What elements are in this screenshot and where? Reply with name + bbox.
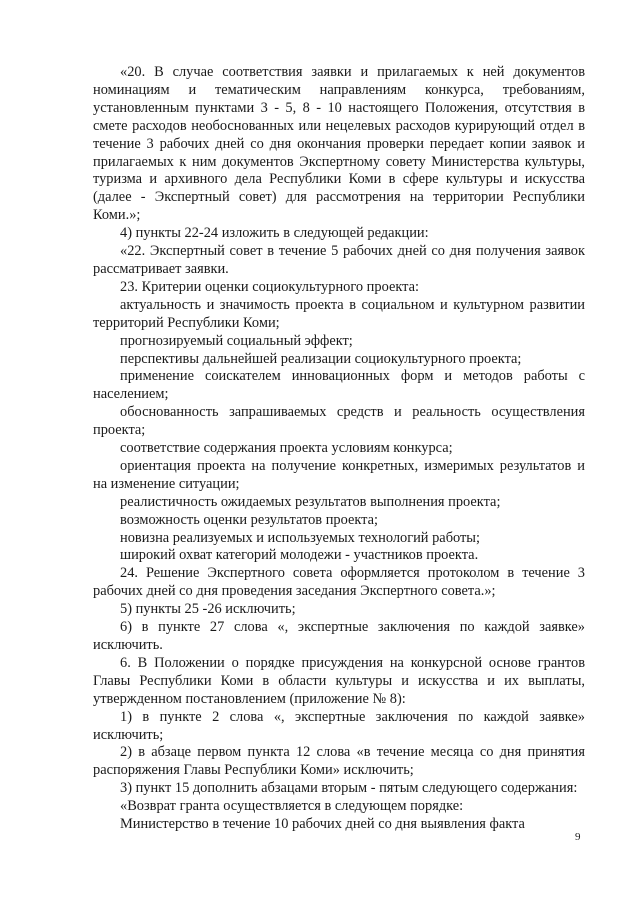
paragraph-10: соответствие содержания проекта условиям конкурса;	[120, 440, 453, 457]
paragraph-19: 6. В Положении о порядке присуждения на конкурсной основе грантов Главы Республики Коми в области культуры и искусства и их выплаты, утвержденном постановлением (приложение № 8):	[93, 654, 585, 707]
paragraph-8: применение соискателем инновационных форм и методов работы с населением;	[93, 368, 585, 403]
paragraph-6: прогнозируемый социальный эффект;	[120, 332, 353, 349]
document-page	[93, 64, 585, 834]
paragraph-22: 3) пункт 15 дополнить абзацами вторым - пятым следующего содержания:	[120, 780, 578, 797]
paragraph-4: 23. Критерии оценки социокультурного проекта:	[120, 278, 419, 295]
paragraph-17: 5) пункты 25 -26 исключить;	[120, 601, 296, 618]
paragraph-15: широкий охват категорий молодежи - участников проекта.	[120, 547, 479, 564]
paragraph-1: «20. В случае соответствия заявки и прилагаемых к ней документов номинациям и тематическим направлениям конкурса, требованиям, установленным пунктами 3 - 5, 8 - 10 настоящего Положения, отсутствия в смете расходов необоснованных или нецелевых расходов курирующий отдел в течение 3 рабочих дней со дня окончания проверки передает копии заявок и прилагаемых к ним документов Экспертному совету Министерства культуры, туризма и архивного дела Республики Коми в сфере культуры и искусства (далее - Экспертный совет) для рассмотрения на территории Республики Коми.»;	[93, 64, 585, 224]
paragraph-9: обоснованность запрашиваемых средств и реальность осуществления проекта;	[93, 404, 585, 439]
paragraph-2: 4) пункты 22-24 изложить в следующей редакции:	[120, 225, 429, 242]
paragraph-11: ориентация проекта на получение конкретных, измеримых результатов и на изменение ситуации;	[93, 457, 585, 492]
paragraph-16: 24. Решение Экспертного совета оформляется протоколом в течение 3 рабочих дней со дня проведения заседания Экспертного совета.»;	[93, 565, 585, 600]
paragraph-13: возможность оценки результатов проекта;	[120, 511, 378, 528]
paragraph-23: «Возврат гранта осуществляется в следующем порядке:	[120, 798, 464, 815]
paragraph-12: реалистичность ожидаемых результатов выполнения проекта;	[120, 493, 501, 510]
paragraph-20: 1) в пункте 2 слова «, экспертные заключения по каждой заявке» исключить;	[93, 708, 585, 743]
paragraph-7: перспективы дальнейшей реализации социокультурного проекта;	[120, 350, 522, 367]
paragraph-21: 2) в абзаце первом пункта 12 слова «в течение месяца со дня принятия распоряжения Главы Республики Коми» исключить;	[93, 744, 585, 779]
paragraph-14: новизна реализуемых и используемых технологий работы;	[120, 529, 480, 546]
paragraph-24: Министерство в течение 10 рабочих дней со дня выявления факта	[120, 816, 525, 833]
paragraph-3: «22. Экспертный совет в течение 5 рабочих дней со дня получения заявок рассматривает заявки.	[93, 243, 585, 277]
page-number: 9	[575, 831, 581, 843]
paragraph-18: 6) в пункте 27 слова «, экспертные заключения по каждой заявке» исключить.	[93, 619, 585, 653]
paragraph-5: актуальность и значимость проекта в социальном и культурном развитии территорий Республики Коми;	[93, 296, 585, 331]
